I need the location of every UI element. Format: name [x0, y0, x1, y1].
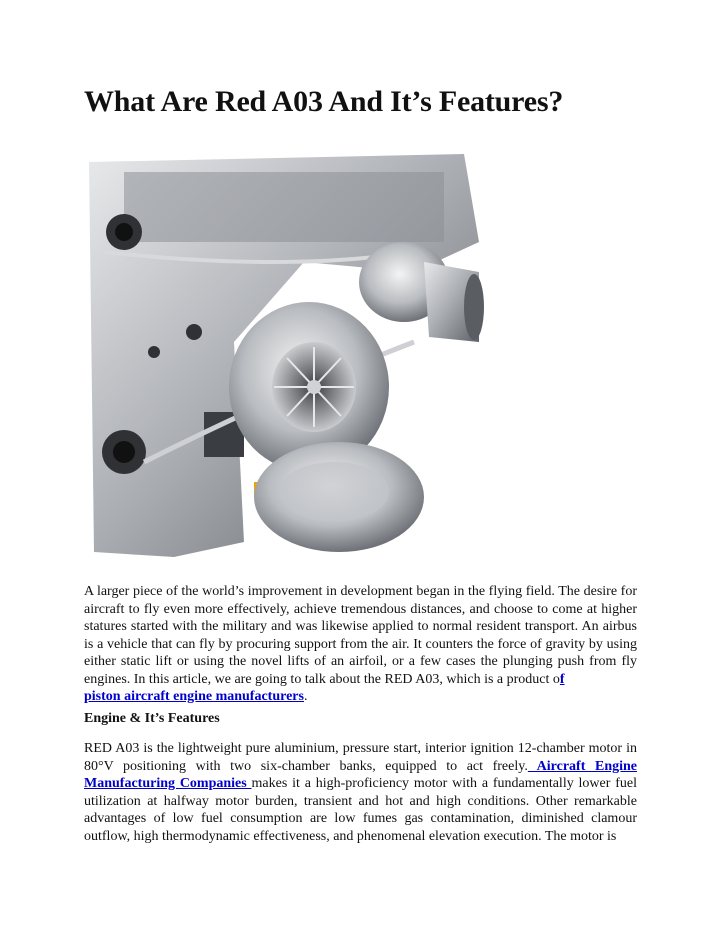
features-text-before: RED A03 is the lightweight pure aluminium, pressure start, interior ignition 12-chamber motor in 80°V positioning with two six-chamber banks, equipped to act freely. — [84, 741, 637, 774]
intro-text: A larger piece of the world’s improvement in development began in the flying field. The desire for aircraft to fly even more effectively, achieve tremendous distances, and choose to come at higher statures started with the military and was likewise applied to normal resident transport. An airbus is a vehicle that can fly by procuring support from the air. It counters the force of gravity by using either static lift or using the novel lifts of an airfoil, or a few cases the plunging push from fly engines. In this article, we are going to talk about the RED A03, which is a product o — [84, 584, 637, 687]
section-heading: Engine & It’s Features — [84, 711, 220, 726]
intro-paragraph — [84, 583, 637, 706]
piston-manufacturers-link[interactable]: piston aircraft engine manufacturers — [84, 689, 304, 704]
features-paragraph — [84, 740, 637, 845]
intro-tail: . — [303, 689, 308, 704]
features-text-after: makes it a high-proficiency motor with a fundamentally lower fuel utilization at halfway motor burden, transient and hot and high conditions. Other remarkable advantages of low fuel consumption are low fumes gas contamination, diminished clamour outflow, high thermodynamic effectiveness, and phenomenal elevation execution. The motor is — [84, 776, 637, 844]
aircraft-engine-companies-link[interactable]: Aircraft Engine Manufacturing Companies — [84, 758, 637, 791]
link-fragment[interactable]: f — [559, 671, 565, 687]
engine-photo — [84, 152, 484, 562]
page-title: What Are Red A03 And It’s Features? — [84, 85, 564, 118]
